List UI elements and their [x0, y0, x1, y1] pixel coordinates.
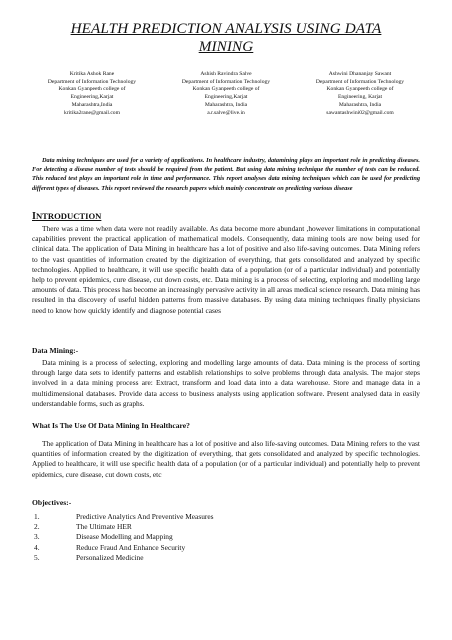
list-item	[32, 522, 420, 532]
author-college: Konkan Gyanpeeth college of	[326, 86, 394, 93]
list-text: Disease Modelling and Mapping	[76, 532, 173, 542]
list-text: Predictive Analytics And Preventive Measures	[76, 512, 214, 521]
author-email: sawantashwini02@gmail.com	[326, 109, 394, 116]
author-name: Ashish Ravindra Salve	[200, 71, 252, 77]
author-1	[25, 71, 159, 117]
author-email: a.r.salve@live.in	[207, 109, 245, 116]
author-block	[25, 71, 427, 117]
objectives-list	[32, 512, 420, 563]
list-item	[32, 512, 420, 522]
intro-heading-initial: I	[32, 211, 36, 222]
abstract-text: Data mining techniques are used for a variety of applications. In healthcare industry, datamining plays an important role in predicting diseases. For detecting a disease number of tests should be required from the patient. But using data mining technique the number of tests can be reduced. This reduced test plays an important role in time and performance. This report analyses data mining techniques which can be used for predicting different types of diseases. This report reviewed the research papers which mainly concentrate on predicting various disease	[32, 157, 420, 192]
data-mining-section	[32, 358, 420, 409]
list-number: 1.	[34, 512, 40, 521]
author-location: Maharashtra, India	[204, 101, 248, 108]
title-line-1: HEALTH PREDICTION ANALYSIS USING DATA	[70, 20, 382, 37]
author-name: Kritika Ashok Rane	[69, 71, 115, 77]
objectives-heading: Objectives:-	[32, 498, 72, 507]
author-dept: Department of Information Technology	[47, 78, 137, 85]
list-text: Reduce Fraud And Enhance Security	[76, 542, 186, 552]
list-number: 2.	[34, 522, 40, 532]
author-college: Konkan Gyanpeeth college of	[192, 86, 260, 93]
paper-title	[20, 20, 432, 56]
abstract	[32, 156, 420, 193]
data-mining-text: Data mining is a process of selecting, exploring and modelling large amounts of data. Data mining is the process of sorting through large data sets to identify patterns and establish relationships to solve problems through data analysis. The major steps involved in a data mining process are: Extract, transform and load data into a data warehouse. Store and manage data in a multidimensional databases. Provide data access to business analysts using application software. Present analysed data in easily understandable forms, such as graphs.	[32, 358, 420, 408]
author-3	[293, 71, 427, 117]
list-item	[32, 532, 420, 542]
list-number: 3.	[34, 532, 40, 542]
list-item	[32, 543, 420, 553]
list-text: Personalized Medicine	[76, 552, 144, 562]
author-location: Maharashtra, India	[338, 101, 382, 108]
author-name: Ashwini Dhananjay Sawant	[328, 71, 392, 77]
use-section	[32, 439, 420, 480]
list-item	[32, 553, 420, 563]
use-text: The application of Data Mining in healthcare has a lot of positive and also life-saving outcomes. Data Mining refers to the vast quantities of information created by the digitization of everything, that gets consolidated and analyzed by specific technologies. Applied to healthcare, it will use specific health data of a population (or of a particular individual) and potentially help to prevent epidemics, cure disease, cut down costs, etc	[32, 439, 420, 479]
introduction-section	[32, 224, 420, 316]
title-line-2: MINING	[198, 38, 254, 55]
author-dept: Department of Information Technology	[181, 78, 271, 85]
introduction-heading	[32, 211, 101, 222]
author-college: Konkan Gyanpeeth college of	[58, 86, 126, 93]
intro-heading-rest: NTRODUCTION	[35, 211, 102, 221]
list-number: 4.	[34, 542, 40, 552]
author-2	[159, 71, 293, 117]
use-heading: What Is The Use Of Data Mining In Healthcare?	[32, 421, 190, 430]
introduction-text: There was a time when data were not readily available. As data become more abundant ,however limitations in computational capabilities prevent the practical application of mathematical models. Consequently, data mining tools are now being used for clinical data. The application of Data Mining in healthcare has a lot of positive and also life-saving outcomes. Data Mining refers to the vast quantities of information created by the digitization of everything, that gets consolidated and analyzed by specific technologies. Applied to healthcare, it will use specific health data of a population (or of a particular individual) and potentially help to prevent epidemics, cure disease, cut down costs, etc. Data mining is a process of selecting, exploring and modelling large amounts of data. This process has become an increasingly pervasive activity in all areas medical science research. Data mining has resulted in tha discovery of useful hidden patterns from massive databases. By using data mining techniques finally physicians need to know how quickly identify and diagnose potential cases	[32, 224, 420, 315]
author-dept: Department of Information Technology	[315, 78, 405, 85]
author-college-2: Engineering,Karjat	[204, 94, 248, 101]
list-number: 5.	[34, 552, 40, 562]
author-email: kritika2rane@gmail.com	[64, 109, 120, 116]
list-text: The Ultimate HER	[76, 522, 132, 532]
data-mining-heading: Data Mining:-	[32, 346, 79, 355]
author-location: Maharashtra,India	[71, 101, 113, 108]
author-college-2: Engineering,Karjat	[70, 94, 114, 101]
author-college-2: Engineering, Karjat	[337, 94, 383, 101]
